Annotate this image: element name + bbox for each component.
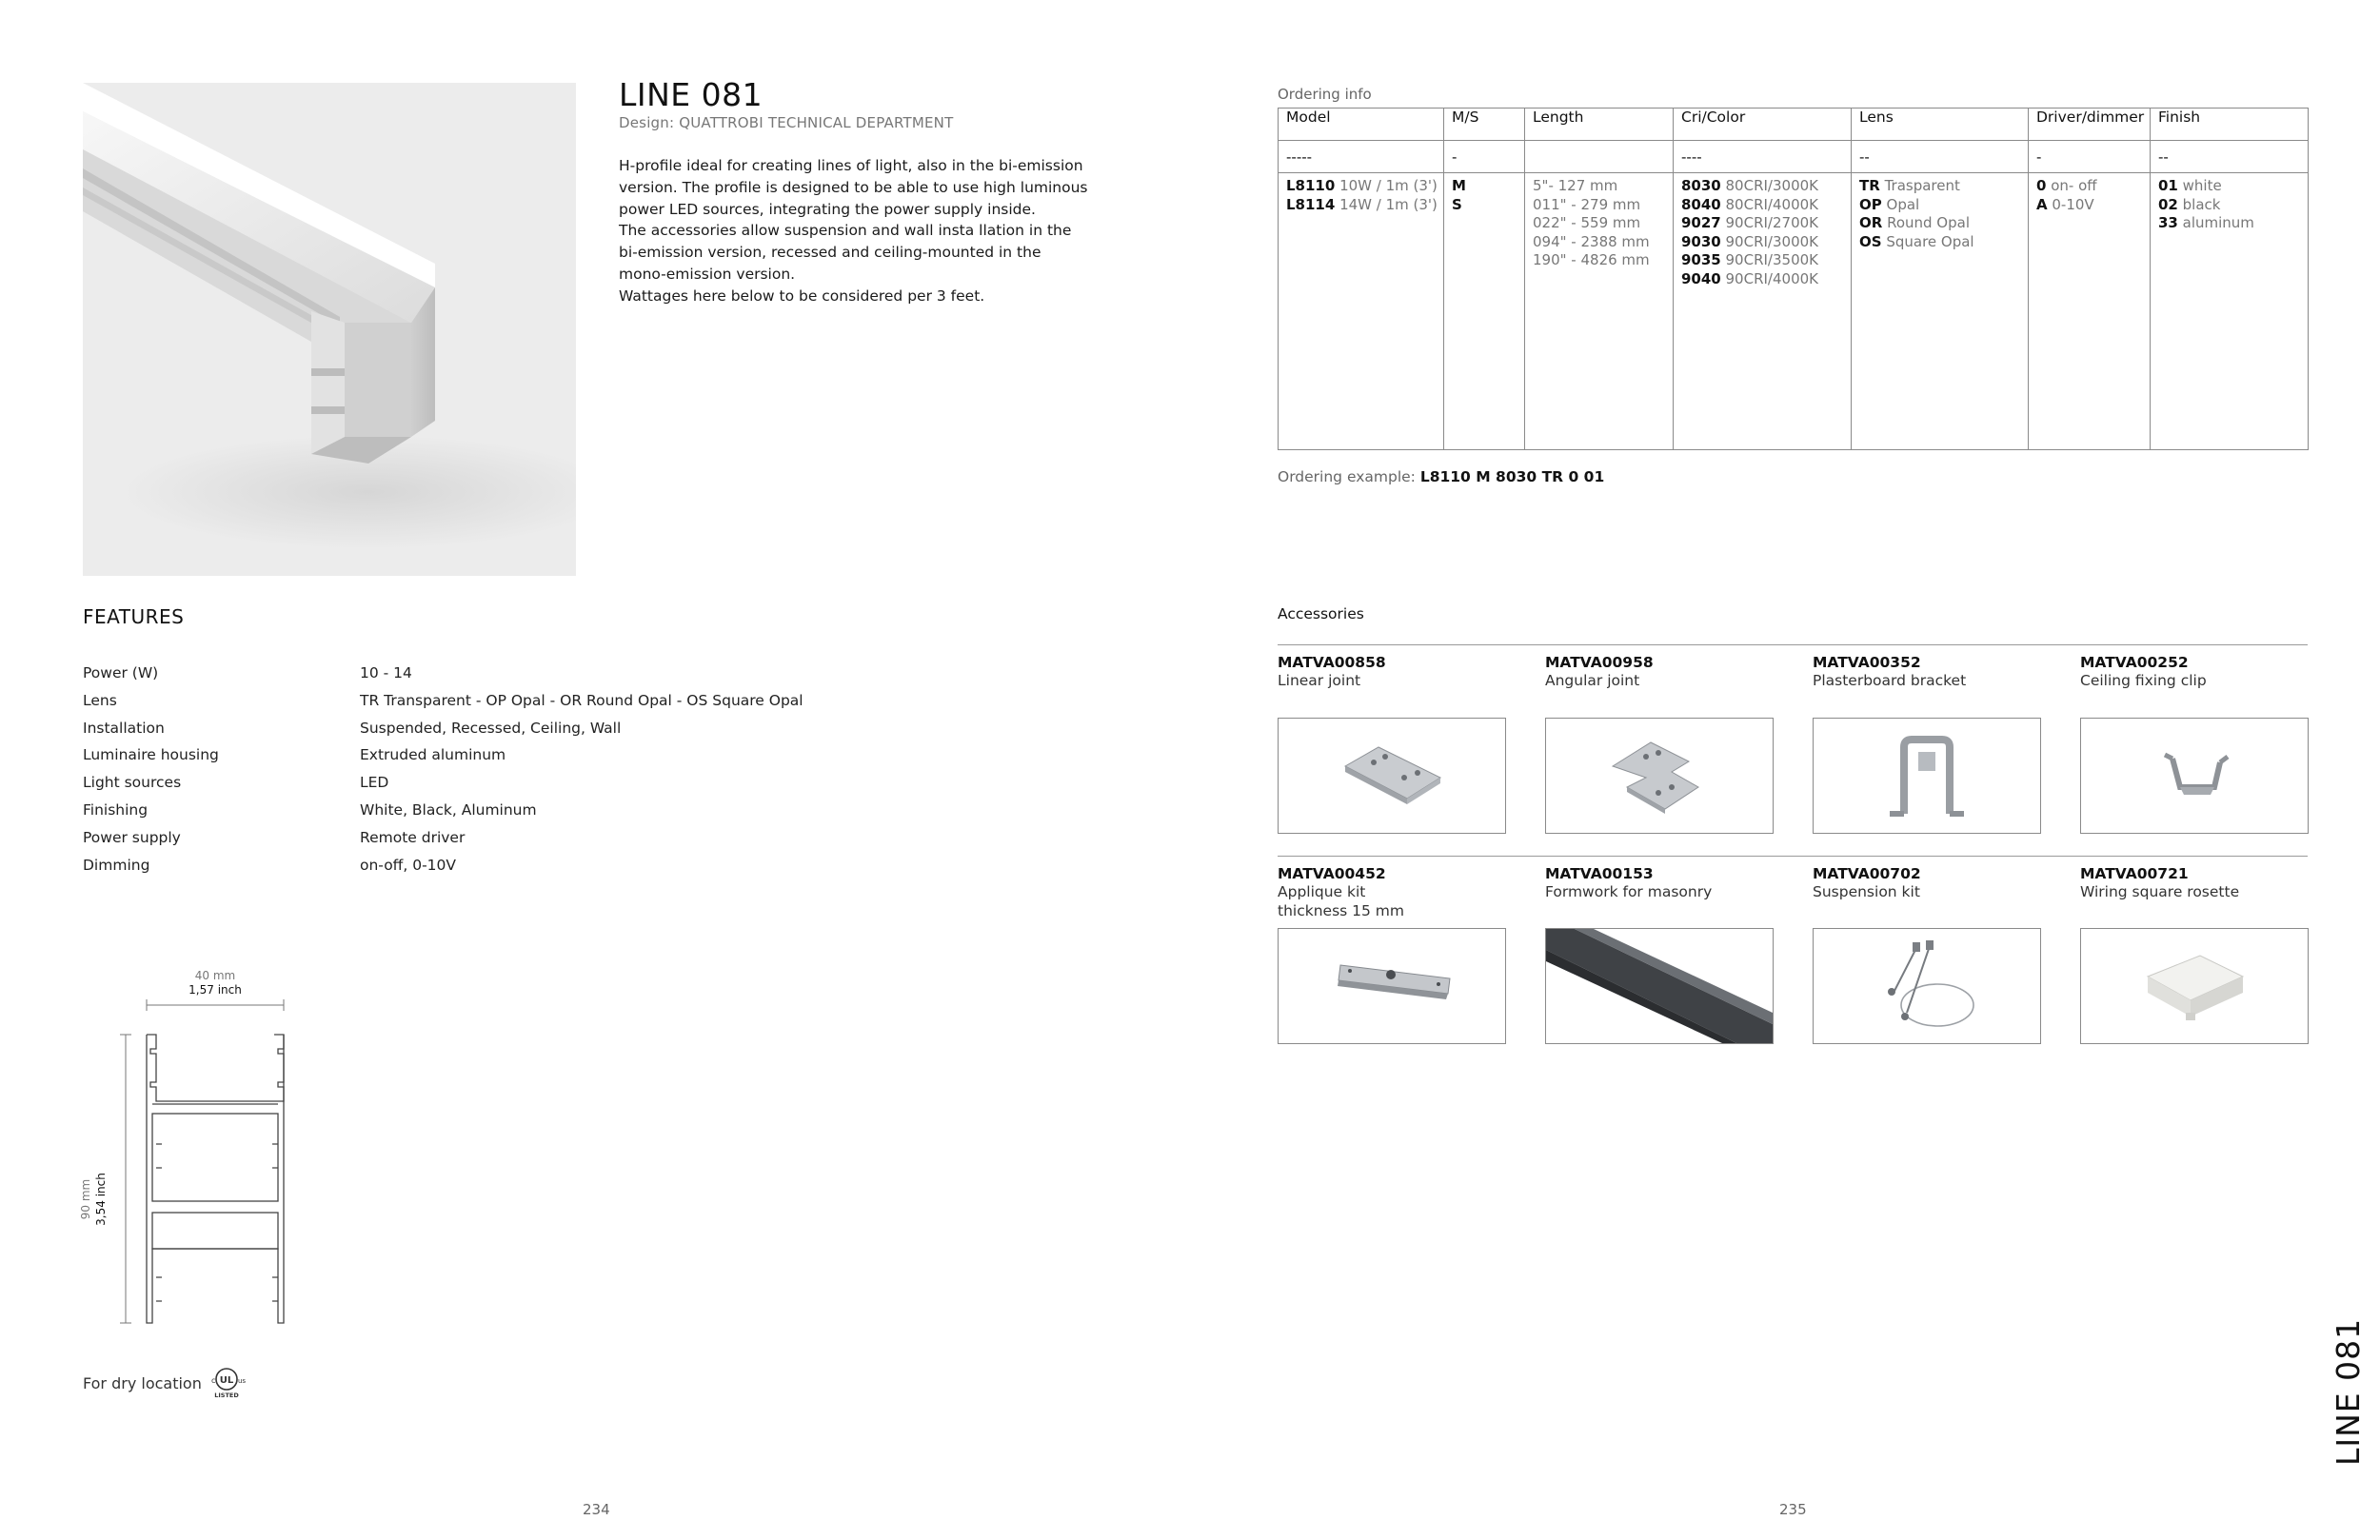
svg-text:UL: UL [219, 1375, 234, 1386]
svg-text:LISTED: LISTED [214, 1392, 239, 1399]
option-line [2036, 196, 2142, 215]
accessory-code: MATVA00252 [2080, 654, 2189, 671]
option-desc: on- off [2046, 177, 2097, 194]
description-line: H-profile ideal for creating lines of light, also in the bi-emission [619, 157, 1083, 174]
feature-value: White, Black, Aluminum [360, 800, 537, 819]
option-line [1859, 196, 2020, 215]
accessory-name: Ceiling fixing clip [2080, 672, 2207, 689]
option-code: S [1452, 195, 1462, 213]
accessory-name: Plasterboard bracket [1813, 672, 1967, 689]
accessory-code: MATVA00153 [1545, 865, 1654, 882]
option-line [1286, 196, 1436, 215]
ordering-info-caption: Ordering info [1278, 86, 1372, 103]
height-inch-label: 3,54 inch [94, 1173, 108, 1226]
accessory-code: MATVA00721 [2080, 865, 2189, 882]
option-code: 9040 [1681, 269, 1721, 287]
accessory-image [1545, 718, 1774, 834]
accessory-name: Linear joint [1278, 672, 1361, 689]
cri-color-options [1674, 173, 1852, 450]
header-driver-dimmer: Driver/dimmer [2029, 109, 2151, 141]
width-mm-label: 40 mm [194, 969, 236, 982]
accessories-divider [1278, 856, 2308, 857]
feature-row [83, 852, 940, 879]
finish-options [2151, 173, 2309, 450]
option-desc: 14W / 1m (3') [1335, 195, 1438, 213]
lens-options [1852, 173, 2029, 450]
feature-row [83, 741, 940, 769]
accessory-item [1813, 653, 2041, 691]
accessory-image [2080, 928, 2309, 1044]
feature-row [83, 797, 940, 824]
dry-location-text: For dry location [83, 1373, 202, 1392]
accessory-item [1545, 864, 1774, 902]
formwork-icon [1546, 929, 1773, 1043]
header-ms: M/S [1444, 109, 1525, 141]
features-list [83, 660, 940, 879]
option-code: A [2036, 195, 2048, 213]
dry-location-note [83, 1367, 246, 1399]
product-photo [83, 83, 576, 576]
accessory-image [1813, 928, 2041, 1044]
wiring-rosette-icon [2081, 929, 2308, 1043]
accessory-item [1545, 653, 1774, 691]
option-line [1681, 177, 1843, 196]
angular-joint-icon [1546, 719, 1773, 833]
accessory-item [2080, 864, 2309, 902]
ordering-example [1278, 468, 1604, 485]
description-line: mono-emission version. [619, 265, 796, 283]
feature-label: Light sources [83, 774, 182, 792]
option-line [1681, 233, 1843, 252]
accessory-code: MATVA00958 [1545, 654, 1654, 671]
placeholder-cell: - [2029, 141, 2151, 173]
option-line: 011" - 279 mm [1533, 195, 1641, 213]
ms-options [1444, 173, 1525, 450]
accessory-item [1278, 864, 1506, 920]
option-line [1452, 196, 1517, 215]
option-line [1859, 233, 2020, 252]
accessory-name: Wiring square rosette [2080, 883, 2240, 900]
features-heading: FEATURES [83, 605, 185, 628]
feature-value: 10 - 14 [360, 664, 412, 681]
placeholder-cell: ----- [1279, 141, 1444, 173]
option-line: 094" - 2388 mm [1533, 232, 1650, 250]
svg-text:us: us [237, 1377, 246, 1385]
ordering-example-label: Ordering example: [1278, 468, 1420, 485]
option-code: 01 [2158, 177, 2178, 194]
profile-outline [147, 1035, 284, 1323]
option-code: 02 [2158, 195, 2178, 213]
option-line: 5"- 127 mm [1533, 177, 1618, 194]
accessory-code: MATVA00858 [1278, 654, 1386, 671]
accessory-code: MATVA00352 [1813, 654, 1921, 671]
accessory-image [1278, 718, 1506, 834]
option-line [2158, 196, 2300, 215]
accessory-code: MATVA00452 [1278, 865, 1386, 882]
description-line: power LED sources, integrating the power supply inside. [619, 200, 1036, 218]
accessory-item [1813, 864, 2041, 902]
suspension-kit-icon [1814, 929, 2040, 1043]
option-code: OS [1859, 232, 1882, 250]
placeholder-cell: -- [1852, 141, 2029, 173]
option-line [1681, 214, 1843, 233]
option-desc: Trasparent [1879, 177, 1960, 194]
feature-label: Lens [83, 691, 117, 709]
option-desc: Opal [1881, 195, 1920, 213]
feature-value: Suspended, Recessed, Ceiling, Wall [360, 719, 622, 737]
option-code: 8040 [1681, 195, 1721, 213]
plasterboard-bracket-icon [1814, 719, 2040, 833]
accessory-code: MATVA00702 [1813, 865, 1921, 882]
description-line: bi-emission version, recessed and ceiling-mounted in the [619, 244, 1041, 262]
feature-row [83, 715, 940, 742]
length-options [1525, 173, 1674, 450]
option-desc: 80CRI/4000K [1720, 195, 1818, 213]
feature-value: Remote driver [360, 828, 466, 846]
option-code: 9027 [1681, 214, 1721, 231]
feature-value: on-off, 0-10V [360, 856, 456, 874]
model-options [1279, 173, 1444, 450]
option-line [2158, 177, 2300, 196]
option-line: 022" - 559 mm [1533, 214, 1641, 231]
option-code: 9035 [1681, 251, 1721, 268]
header-length: Length [1525, 109, 1674, 141]
accessory-image [1545, 928, 1774, 1044]
option-desc: 10W / 1m (3') [1335, 177, 1438, 194]
svg-text:c: c [210, 1376, 216, 1385]
accessory-image [2080, 718, 2309, 834]
option-code: L8114 [1286, 195, 1336, 213]
feature-label: Installation [83, 719, 165, 737]
option-code: M [1452, 177, 1466, 194]
option-code: 9030 [1681, 232, 1721, 250]
option-line [1859, 177, 2020, 196]
ordering-info-table [1278, 108, 2309, 450]
feature-value: TR Transparent - OP Opal - OR Round Opal - OS Square Opal [360, 691, 803, 709]
feature-label: Dimming [83, 856, 150, 874]
accessory-image [1278, 928, 1506, 1044]
accessory-item [2080, 653, 2309, 691]
ul-listed-icon [208, 1367, 246, 1399]
ordering-options-row [1279, 173, 2309, 450]
option-desc: black [2177, 195, 2221, 213]
option-desc: Square Opal [1881, 232, 1974, 250]
option-desc: 90CRI/2700K [1720, 214, 1818, 231]
option-line [2158, 214, 2300, 233]
feature-value: Extruded aluminum [360, 746, 506, 764]
option-desc: 80CRI/3000K [1720, 177, 1818, 194]
applique-kit-icon [1279, 929, 1505, 1043]
description-line: The accessories allow suspension and wall insta llation in the [619, 222, 1072, 240]
option-line: 190" - 4826 mm [1533, 251, 1650, 268]
accessory-name: Angular joint [1545, 672, 1640, 689]
feature-row [83, 769, 940, 797]
header-model: Model [1279, 109, 1444, 141]
accessory-name: Formwork for masonry [1545, 883, 1713, 900]
feature-label: Power (W) [83, 664, 159, 681]
option-code: OP [1859, 195, 1882, 213]
header-finish: Finish [2151, 109, 2309, 141]
page-number-left: 234 [583, 1501, 610, 1518]
designer-credit: Design: QUATTROBI TECHNICAL DEPARTMENT [619, 114, 954, 131]
product-title: LINE 081 [619, 76, 764, 113]
profile-section-svg [76, 963, 305, 1344]
driver-options [2029, 173, 2151, 450]
ordering-example-code: L8110 M 8030 TR 0 01 [1419, 468, 1605, 485]
header-cri-color: Cri/Color [1674, 109, 1852, 141]
option-line [2036, 177, 2142, 196]
ceiling-clip-icon [2081, 719, 2308, 833]
option-desc: 0-10V [2047, 195, 2094, 213]
placeholder-cell: ---- [1674, 141, 1852, 173]
option-line [1681, 270, 1843, 289]
description-line: version. The profile is designed to be able to use high luminous [619, 178, 1088, 196]
header-lens: Lens [1852, 109, 2029, 141]
option-desc: 90CRI/3000K [1720, 232, 1818, 250]
option-desc: 90CRI/4000K [1720, 269, 1818, 287]
option-desc: white [2177, 177, 2222, 194]
placeholder-cell: - [1444, 141, 1525, 173]
option-desc: 90CRI/3500K [1720, 251, 1818, 268]
option-line [1681, 196, 1843, 215]
feature-label: Finishing [83, 800, 149, 819]
page-number-right: 235 [1779, 1501, 1807, 1518]
side-title: LINE 081 [2330, 1317, 2367, 1466]
description-line: Wattages here below to be considered per 3 feet. [619, 286, 985, 305]
feature-value: LED [360, 774, 389, 792]
ordering-placeholder-row [1279, 141, 2309, 173]
width-inch-label: 1,57 inch [188, 983, 242, 997]
feature-row [83, 824, 940, 852]
profile-dimension-drawing [76, 963, 305, 1344]
accessory-image [1813, 718, 2041, 834]
option-line [1681, 251, 1843, 270]
option-desc: aluminum [2177, 214, 2254, 231]
option-line [1452, 177, 1517, 196]
accessories-heading: Accessories [1278, 605, 1364, 622]
option-code: 33 [2158, 214, 2178, 231]
aluminum-profile-render [83, 83, 576, 576]
accessory-item [1278, 653, 1506, 691]
accessory-name: Applique kit thickness 15 mm [1278, 883, 1404, 919]
height-mm-label: 90 mm [79, 1178, 92, 1220]
option-desc: Round Opal [1882, 214, 1970, 231]
accessories-divider [1278, 644, 2308, 645]
feature-row [83, 660, 940, 687]
accessory-name: Suspension kit [1813, 883, 1920, 900]
option-code: TR [1859, 177, 1880, 194]
option-code: 0 [2036, 177, 2047, 194]
option-code: 8030 [1681, 177, 1721, 194]
placeholder-cell: -- [2151, 141, 2309, 173]
feature-label: Power supply [83, 828, 181, 846]
option-line [1286, 177, 1436, 196]
option-code: OR [1859, 214, 1883, 231]
feature-label: Luminaire housing [83, 746, 219, 764]
ordering-header-row [1279, 109, 2309, 141]
feature-row [83, 687, 940, 715]
placeholder-cell [1525, 141, 1674, 173]
option-code: L8110 [1286, 177, 1336, 194]
option-line [1859, 214, 2020, 233]
product-description [619, 155, 1114, 307]
linear-joint-icon [1279, 719, 1505, 833]
